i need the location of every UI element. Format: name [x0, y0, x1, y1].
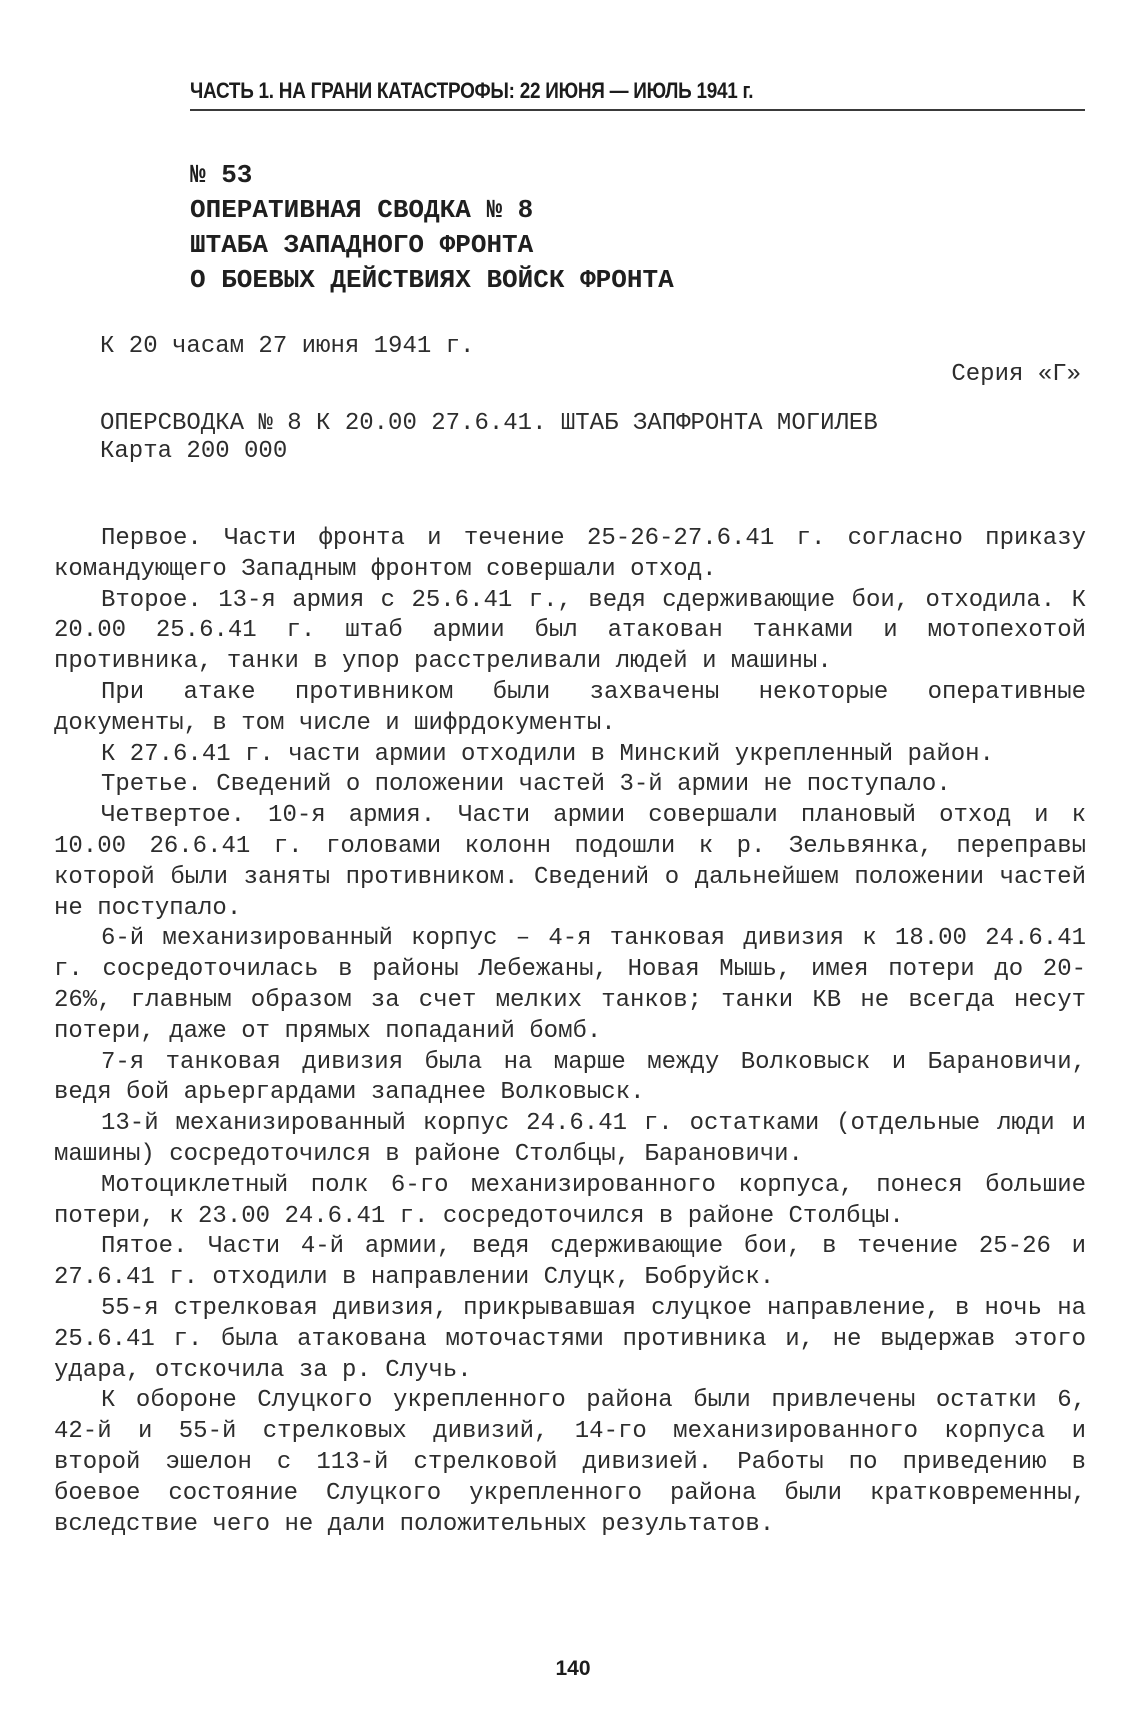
paragraph: К 27.6.41 г. части армии отходили в Минский укрепленный район. — [101, 740, 994, 768]
paragraph: Мотоциклетный полк 6-го механизированного корпуса, понеся большие потери, к 23.00 24.6.41 г. сосредоточился в районе Столбцы. — [54, 1171, 1086, 1230]
document-series: Серия «Г» — [951, 361, 1081, 388]
paragraph: 6-й механизированный корпус – 4-я танковая дивизия к 18.00 24.6.41 г. сосредоточилась в районы Лебежаны, Новая Мышь, имея потери до 20-26%, главным образом за счет мелких танков; танки КВ не всегда несут потери, даже от прямых попаданий бомб. — [54, 925, 1086, 1045]
document-number: № 53 — [190, 160, 253, 190]
document-title-line: О БОЕВЫХ ДЕЙСТВИЯХ ВОЙСК ФРОНТА — [190, 265, 674, 295]
document-title-line: ШТАБА ЗАПАДНОГО ФРОНТА — [190, 230, 534, 260]
page-number: 140 — [555, 1657, 591, 1680]
document-body — [54, 524, 1086, 1540]
paragraph: Четвертое. 10-я армия. Части армии совершали плановый отход и к 10.00 26.6.41 г. головами колонн подошли к р. Зельвянка, переправы которой были заняты противником. Сведений о дальнейшем положении частей не поступало. — [54, 802, 1086, 922]
header-rule — [190, 109, 1085, 111]
paragraph: К обороне Слуцкого укрепленного района были привлечены остатки 6, 42-й и 55-й стрелковых дивизий, 14-го механизированного корпуса и второй эшелон с 113-й стрелковой дивизией. Работы по приведению в боевое состояние Слуцкого укрепленного района были кратковременны, вследствие чего не дали положительных результатов. — [54, 1387, 1086, 1538]
running-head: ЧАСТЬ 1. НА ГРАНИ КАТАСТРОФЫ: 22 ИЮНЯ — ИЮЛЬ 1941 г. — [190, 78, 754, 103]
paragraph: 13-й механизированный корпус 24.6.41 г. остатками (отдельные люди и машины) сосредоточился в районе Столбцы, Барановичи. — [54, 1110, 1086, 1168]
map-scale: Карта 200 000 — [100, 438, 288, 465]
document-date: К 20 часам 27 июня 1941 г. — [100, 333, 475, 360]
paragraph: Второе. 13-я армия с 25.6.41 г., ведя сдерживающие бои, отходила. К 20.00 25.6.41 г. штаб армии был атакован танками и мотопехотой противника, танки в упор расстреливали людей и машины. — [54, 586, 1086, 676]
paragraph: 7-я танковая дивизия была на марше между Волковыск и Барановичи, ведя бой арьергардами западнее Волковыск. — [54, 1048, 1086, 1107]
paragraph: Пятое. Части 4-й армии, ведя сдерживающие бои, в течение 25-26 и 27.6.41 г. отходили в направлении Слуцк, Бобруйск. — [54, 1233, 1086, 1292]
paragraph: 55-я стрелковая дивизия, прикрывавшая слуцкое направление, в ночь на 25.6.41 г. была атакована моточастями противника и, не выдержав этого удара, отскочила за р. Случь. — [54, 1294, 1086, 1384]
paragraph: При атаке противником были захвачены некоторые оперативные документы, в том числе и шифрдокументы. — [54, 678, 1086, 737]
document-title-line: ОПЕРАТИВНАЯ СВОДКА № 8 — [190, 195, 534, 225]
paragraph: Третье. Сведений о положении частей 3-й армии не поступало. — [101, 771, 951, 799]
opersvodka-header: ОПЕРСВОДКА № 8 К 20.00 27.6.41. ШТАБ ЗАПФРОНТА МОГИЛЕВ — [100, 410, 878, 437]
paragraph: Первое. Части фронта и течение 25-26-27.6.41 г. согласно приказу командующего Западным фронтом совершали отход. — [54, 525, 1086, 583]
document-title-block — [190, 158, 674, 298]
